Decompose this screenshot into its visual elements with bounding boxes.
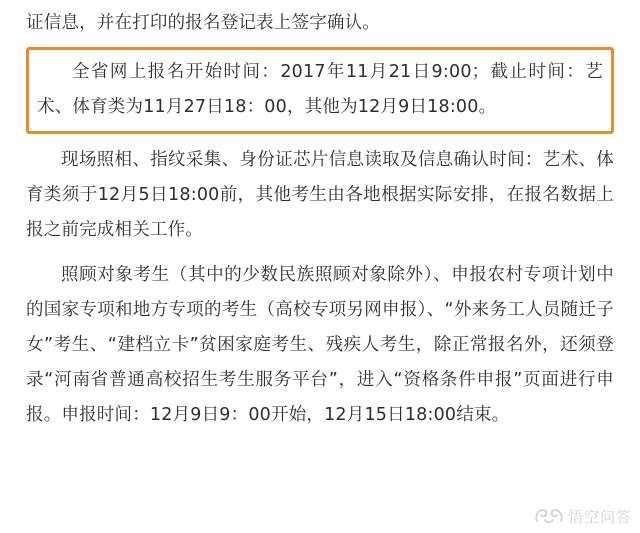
paragraph-2-highlighted: 全省网上报名开始时间：2017年11月21日9:00；截止时间：艺术、体育类为11月27日18：00，其他为12月9日18:00。 xyxy=(37,62,603,117)
watermark xyxy=(534,506,632,527)
highlighted-callout-box xyxy=(26,47,614,134)
paragraph-spacer xyxy=(26,248,614,258)
paragraph-3: 现场照相、指纹采集、身份证芯片信息读取及信息确认时间：艺术、体育类须于12月5日18:00前，其他考生由各地根据实际安排，在报名数据上报之前完成相关工作。 xyxy=(26,150,614,240)
paragraph-1: 证信息，并在打印的报名登记表上签字确认。 xyxy=(26,13,380,33)
paragraph-spacer xyxy=(26,136,614,143)
watermark-text: 悟空问答 xyxy=(567,508,632,526)
paragraph-4: 照顾对象考生（其中的少数民族照顾对象除外）、申报农村专项计划中的国家专项和地方专项的考生（高校专项另网申报）、“外来务工人员随迁子女”考生、“建档立卡”贫困家庭考生、残疾人考生，除正常报名外，还须登录“河南省普通高校招生考生服务平台”，进入“资格条件申报”页面进行申报。申报时间：12月9日9：00开始，12月15日18:00结束。 xyxy=(26,265,614,425)
wukong-logo-icon xyxy=(534,507,564,526)
